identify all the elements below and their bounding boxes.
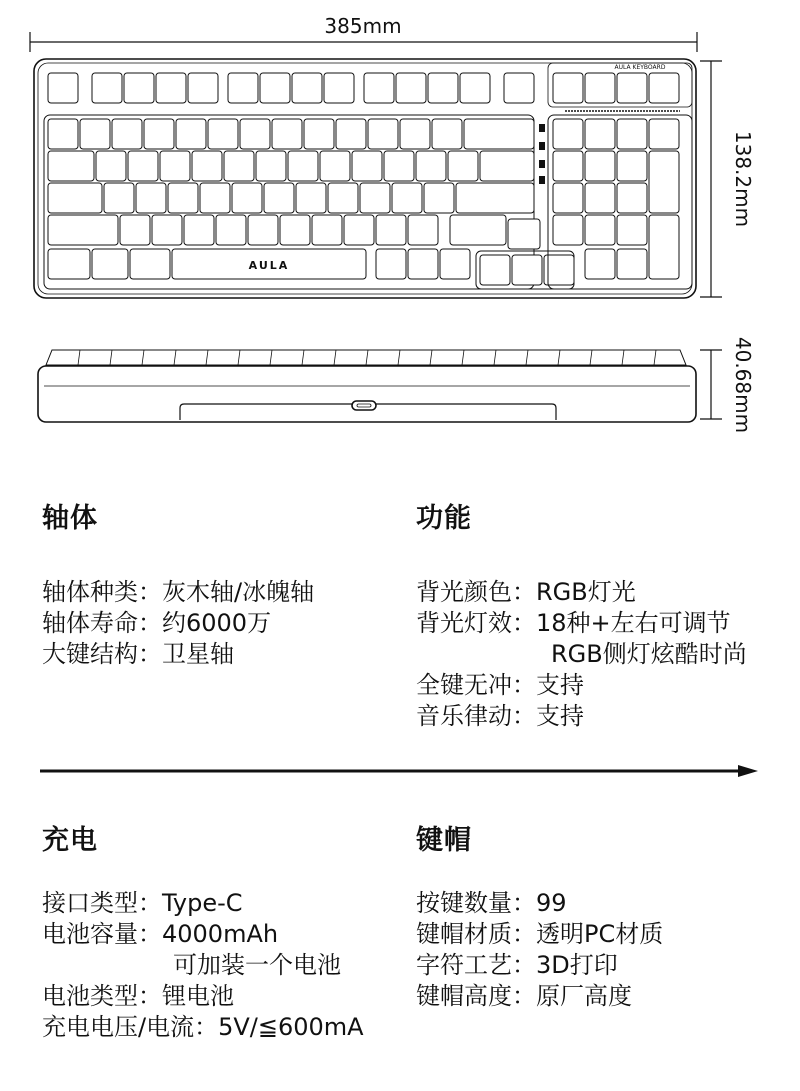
charging-specs [42,888,364,1043]
spec-row: 键帽材质：透明PC材质 [416,920,664,948]
spec-row: 轴体寿命：约6000万 [42,609,272,637]
charging-section-title: 充电 [42,825,98,856]
switch-specs [42,577,314,670]
keycap-section-title: 键帽 [416,825,472,856]
function-section-title: 功能 [416,503,472,534]
spec-row: 背光颜色：RGB灯光 [416,578,636,606]
keyboard-dimension-diagram [0,0,800,460]
spec-row: 按键数量：99 [416,889,567,917]
spec-row: 背光灯效：18种+左右可调节 [416,609,731,637]
panel-label: AULA KEYBOARD [614,64,666,71]
spec-row: 键帽高度：原厂高度 [416,982,632,1010]
depth-dimension [700,350,722,419]
spec-row: 大键结构：卫星轴 [42,640,234,668]
keycap-specs [416,888,663,1012]
spec-row: 可加装一个电池 [173,951,341,979]
spec-row: 接口类型：Type-C [42,889,243,917]
spec-row: 音乐律动：支持 [416,702,584,730]
spec-row: 电池类型：锂电池 [42,982,234,1010]
function-specs [416,577,747,732]
depth-label: 40.68mm [731,336,755,434]
brand-logo: AULA [248,259,290,272]
spec-row: 充电电压/电流：5V/≦600mA [42,1013,364,1041]
spec-row: RGB侧灯炫酷时尚 [551,640,747,668]
spec-row: 全键无冲：支持 [416,671,584,699]
spec-row: 电池容量：4000mAh [42,920,279,948]
height-dimension [700,61,722,297]
spec-row: 字符工艺：3D打印 [416,951,618,979]
section-divider-arrow [38,762,760,780]
height-label: 138.2mm [731,130,755,228]
spec-row: 轴体种类：灰木轴/冰魄轴 [42,578,315,606]
width-label: 385mm [324,14,402,38]
switch-section-title: 轴体 [42,503,98,534]
side-view [38,350,696,422]
